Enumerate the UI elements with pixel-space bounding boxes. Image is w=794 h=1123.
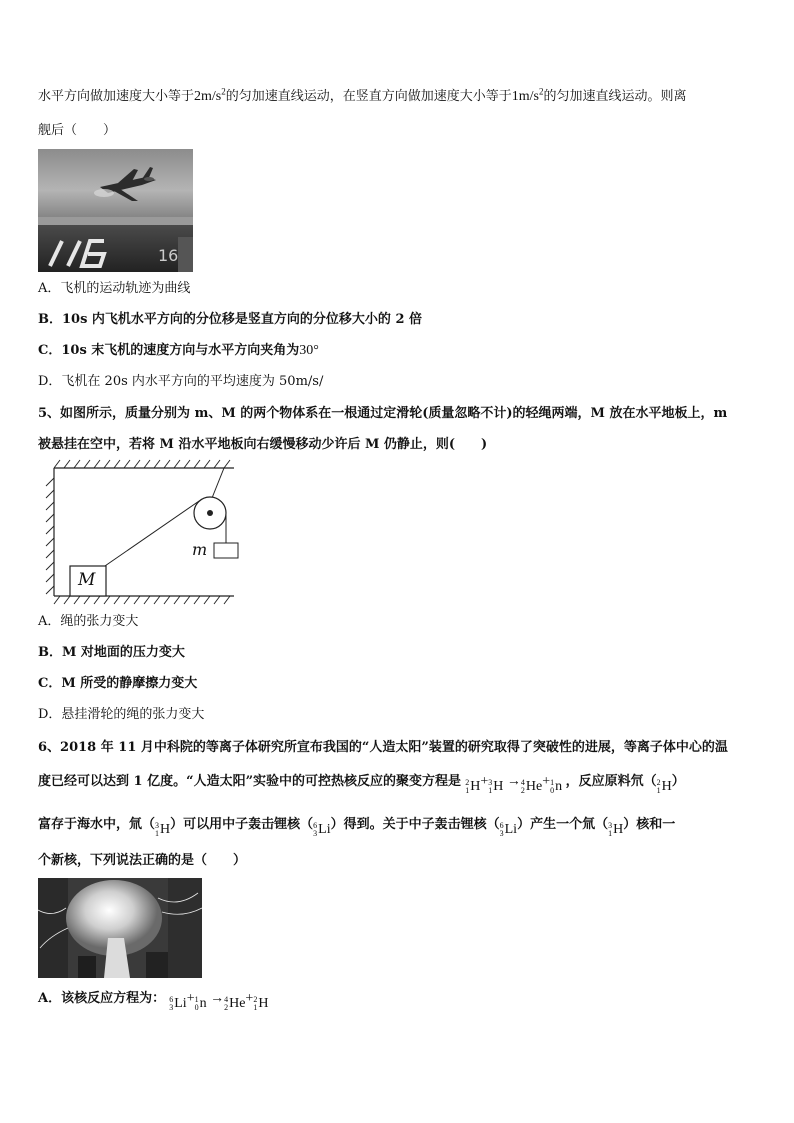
q4-stem-text: 的匀加速直线运动，在竖直方向做加速度大小等于 (225, 89, 512, 104)
q4-stem-line1 (38, 88, 687, 106)
q5-stem-line2: 被悬挂在空中，若将 M 沿水平地板向右缓慢移动少许后 M 仍静止，则( ) (38, 437, 488, 452)
q4-stem-text: 水平方向做加速度大小等于 (38, 89, 195, 104)
q6-stem-line4: 个新核，下列说法正确的是（ ） (38, 853, 247, 868)
accel-2: $2m/s^2$ (194, 86, 226, 104)
fusion-equation: 2 1 H + 3 1 H → 4 2 He + 1 0 n (465, 774, 563, 795)
q6-option-a: A．该核反应方程为： 6 3 Li + 1 0 n → 4 2 He + 2 1 H (38, 991, 269, 1012)
q4-option-c: C．10s 末飞机的速度方向与水平方向夹角为30° (38, 343, 319, 358)
accel-1: $1m/s^2$ (511, 86, 544, 104)
plasma-photo (38, 878, 202, 978)
block-m-label: m (192, 540, 208, 559)
fighter-jet-photo (38, 149, 193, 272)
q5-option-b: B．M 对地面的压力变大 (38, 645, 185, 660)
block-M-label: M (78, 570, 96, 590)
q6-stem-line1: 6、2018 年 11 月中科院的等离子体研究所宣布我国的“人造太阳”装置的研究取得了突破性的进展，等离子体中心的温 (38, 740, 728, 755)
q5-option-c: C．M 所受的静摩擦力变大 (38, 676, 198, 691)
q6-stem-line2: 度已经可以达到 1 亿度。“人造太阳”实验中的可控热核反应的聚变方程是 2 1 H + 3 1 H → 4 2 He + 1 0 n ，反应原料氘（ 2 1 H ） (38, 774, 685, 795)
q4-option-a: A．飞机的运动轨迹为曲线 (38, 281, 191, 296)
q4-option-d: D．飞机在 20s 内水平方向的平均速度为 50m/s/ (38, 374, 324, 389)
q5-option-d: D．悬挂滑轮的绳的张力变大 (38, 707, 205, 722)
lithium-reaction-equation: 6 3 Li + 1 0 n → 4 2 He + 2 1 H (169, 991, 269, 1012)
q5-stem-line1: 5、如图所示，质量分别为 m、M 的两个物体系在一根通过定滑轮(质量忽略不计)的轻绳两端，M 放在水平地板上，m (38, 406, 728, 421)
pulley-diagram (40, 458, 240, 608)
q6-stem-line3: 富存于海水中，氚（ 3 1 H ）可以用中子轰击锂核（ 6 3 Li ）得到。关于中子轰击锂核（ 6 3 Li ）产生一个氚（ 3 1 H ）核和一 (38, 817, 676, 838)
q5-option-a: A．绳的张力变大 (38, 614, 139, 629)
q4-stem-text: 的匀加速直线运动。则离 (543, 89, 687, 104)
q4-stem-line2: 舰后（ ） (38, 123, 117, 138)
deck-number-text: 16 (158, 246, 179, 265)
q4-option-b: B．10s 内飞机水平方向的分位移是竖直方向的分位移大小的 2 倍 (38, 312, 423, 327)
